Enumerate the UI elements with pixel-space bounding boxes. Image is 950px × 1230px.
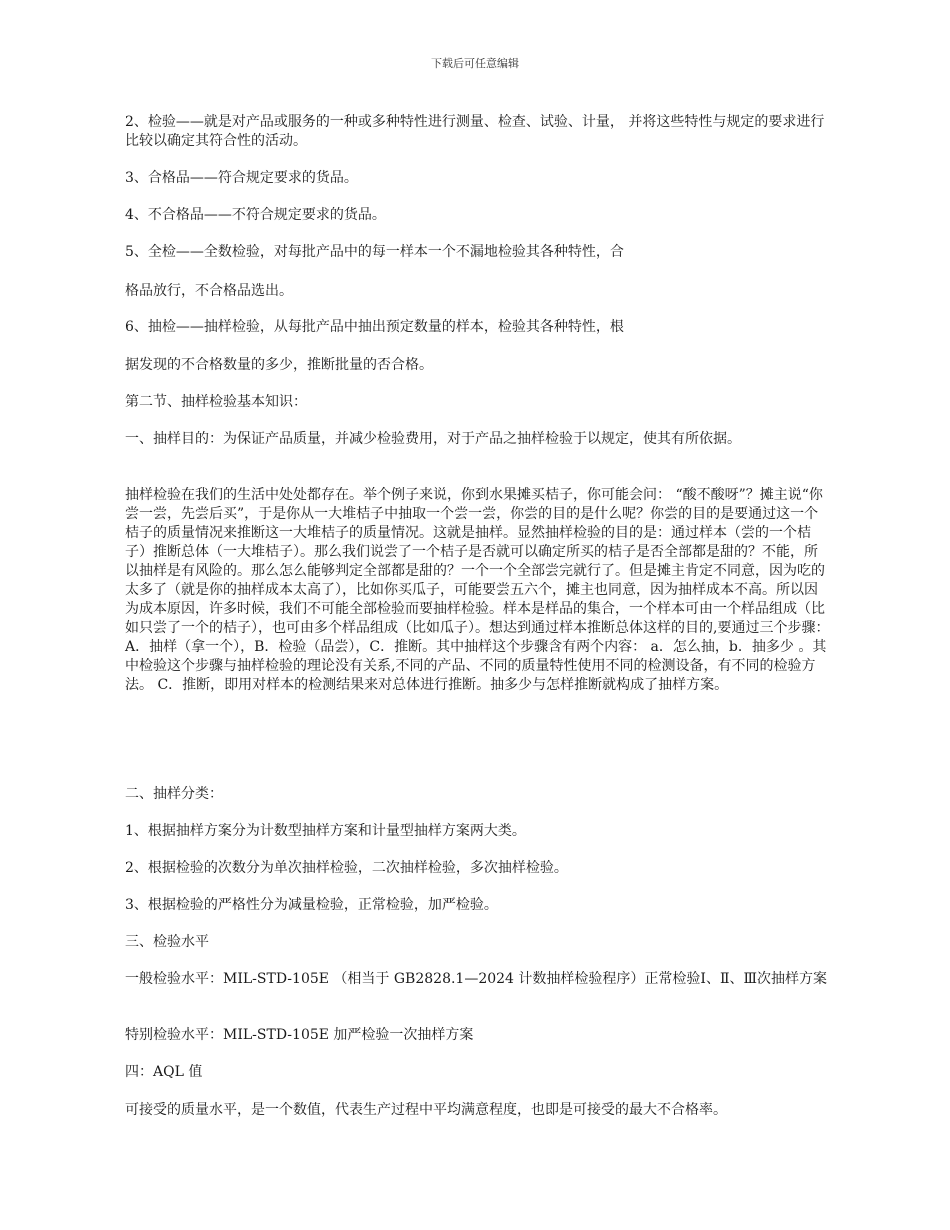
definition-sampling-inspection-cont: 据发现的不合格数量的多少，推断批量的否合格。 [125,357,433,373]
definition-nonconforming-product: 4、不合格品——不符合规定要求的货品。 [125,207,386,223]
definition-conforming-product: 3、合格品——符合规定要求的货品。 [125,170,358,186]
special-inspection-level: 特别检验水平：MIL-STD-105E 加严检验一次抽样方案 [125,1027,474,1043]
general-inspection-level: 一般检验水平：MIL-STD-105E （相当于 GB2828.1—2024 计数抽样检验程序）正常检验Ⅰ、Ⅱ、Ⅲ次抽样方案 [125,971,827,987]
sampling-example-paragraph: 抽样检验在我们的生活中处处都存在。举个例子来说，你到水果摊买桔子，你可能会问： “酸不酸呀”？摊主说“你尝一尝，先尝后买”，于是你从一大堆桔子中抽取一个尝一尝，你尝的目的是什么呢？你尝的目的是要通过这一个桔子的质量情况来推断这一大堆桔子的质量情况。这就是抽样。显然抽样检验的目的是：通过样本（尝的一个桔子）推断总体（一大堆桔子）。那么我们说尝了一个桔子是否就可以确定所买的桔子是否全部都是甜的？不能，所以抽样是有风险的。那么怎么能够判定全部都是甜的？一个一个全部尝完就行了。但是摊主肯定不同意，因为吃的太多了（就是你的抽样成本太高了），比如你买瓜子，可能要尝五六个，摊主也同意，因为抽样成本不高。所以因为成本原因，许多时候，我们不可能全部检验而要抽样检验。样本是样品的集合，一个样本可由一个样品组成（比如只尝了一个的桔子），也可由多个样品组成（比如瓜子）。想达到通过样本推断总体这样的目的,要通过三个步骤： A．抽样（拿一个），B．检验（品尝），C．推断。其中抽样这个步骤含有两个内容： a．怎么抽，b．抽多少 。其中检验这个步骤与抽样检验的理论没有关系,不同的产品、不同的质量特性使用不同的检测设备，有不同的检验方法。 C．推断，即用对样本的检测结果来对总体进行推断。抽多少与怎样推断就构成了抽样方案。 [125,487,830,693]
page-header: 下载后可任意编辑 [431,57,519,70]
classification-item-1: 1、根据抽样方案分为计数型抽样方案和计量型抽样方案两大类。 [125,823,526,839]
heading-aql: 四：AQL 值 [125,1064,203,1080]
definition-sampling-inspection: 6、抽检——抽样检验，从每批产品中抽出预定数量的样本，检验其各种特性，根 [125,319,624,335]
heading-inspection-level: 三、检验水平 [125,934,209,950]
classification-item-2: 2、根据检验的次数分为单次抽样检验，二次抽样检验，多次抽样检验。 [125,860,568,876]
definition-full-inspection: 5、全检——全数检验，对每批产品中的每一样本一个不漏地检验其各种特性，合 [125,244,624,260]
definition-inspection: 2、检验——就是对产品或服务的一种或多种特性进行测量、检查、试验、计量， 并将这些特性与规定的要求进行比较以确定其符合性的活动。 [125,114,825,149]
definition-full-inspection-cont: 格品放行，不合格品选出。 [125,283,293,299]
heading-sampling-classification: 二、抽样分类： [125,786,223,802]
aql-definition: 可接受的质量水平，是一个数值，代表生产过程中平均满意程度，也即是可接受的最大不合格率。 [125,1102,727,1118]
classification-item-3: 3、根据检验的严格性分为减量检验，正常检验，加严检验。 [125,897,498,913]
section-heading-sampling-basics: 第二节、抽样检验基本知识： [125,394,307,410]
sampling-purpose: 一、抽样目的：为保证产品质量，并减少检验费用，对于产品之抽样检验于以规定，使其有所依据。 [125,431,741,447]
